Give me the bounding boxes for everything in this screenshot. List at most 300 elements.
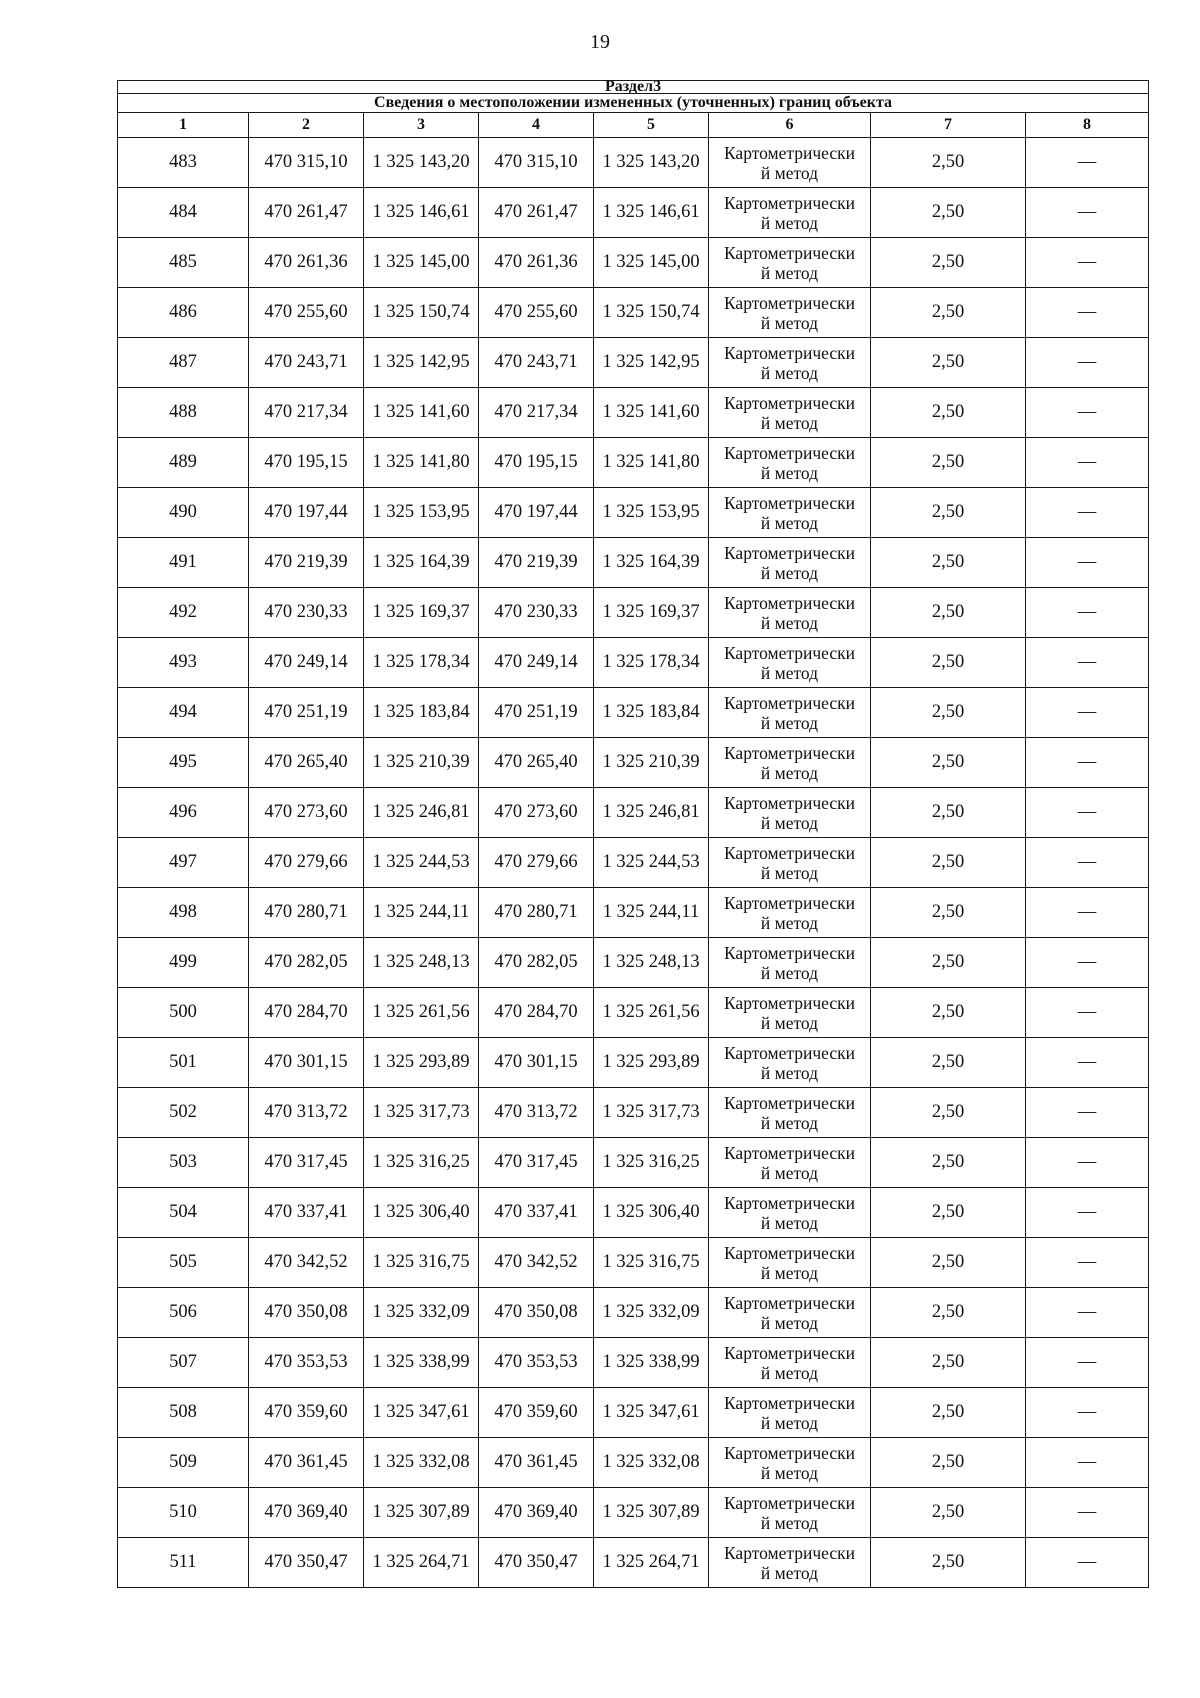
table-row	[118, 788, 1149, 838]
accuracy-cell: 2,50	[871, 588, 1026, 638]
method-line-1: Картометрически	[723, 1342, 856, 1363]
x-old-cell: 470 317,45	[249, 1138, 364, 1188]
y-old-cell: 1 325 261,56	[364, 988, 479, 1038]
method-cell	[709, 1538, 871, 1588]
method-cell	[709, 388, 871, 438]
x-old-cell: 470 243,71	[249, 338, 364, 388]
method-line-2: й метод	[760, 1562, 819, 1583]
note-cell: —	[1026, 838, 1149, 888]
x-new-cell: 470 284,70	[479, 988, 594, 1038]
method-line-1: Картометрически	[723, 1092, 856, 1113]
note-cell: —	[1026, 888, 1149, 938]
note-cell: —	[1026, 1088, 1149, 1138]
note-cell: —	[1026, 1338, 1149, 1388]
y-old-cell: 1 325 141,60	[364, 388, 479, 438]
method-line-2: й метод	[760, 912, 819, 933]
y-new-cell: 1 325 178,34	[594, 638, 709, 688]
x-new-cell: 470 197,44	[479, 488, 594, 538]
method-cell	[709, 288, 871, 338]
x-new-cell: 470 230,33	[479, 588, 594, 638]
note-cell: —	[1026, 388, 1149, 438]
accuracy-cell: 2,50	[871, 1338, 1026, 1388]
method-cell	[709, 1088, 871, 1138]
column-header: 1	[118, 113, 249, 138]
x-new-cell: 470 350,08	[479, 1288, 594, 1338]
y-old-cell: 1 325 317,73	[364, 1088, 479, 1138]
accuracy-cell: 2,50	[871, 788, 1026, 838]
method-line-1: Картометрически	[723, 842, 856, 863]
method-line-1: Картометрически	[723, 142, 856, 163]
note-cell: —	[1026, 1538, 1149, 1588]
accuracy-cell: 2,50	[871, 488, 1026, 538]
accuracy-cell: 2,50	[871, 288, 1026, 338]
method-line-1: Картометрически	[723, 392, 856, 413]
method-line-1: Картометрически	[723, 1442, 856, 1463]
x-new-cell: 470 313,72	[479, 1088, 594, 1138]
table-row	[118, 738, 1149, 788]
method-line-2: й метод	[760, 962, 819, 983]
point-number-cell: 505	[118, 1238, 249, 1288]
y-new-cell: 1 325 210,39	[594, 738, 709, 788]
x-old-cell: 470 261,36	[249, 238, 364, 288]
method-line-2: й метод	[760, 362, 819, 383]
method-line-2: й метод	[760, 562, 819, 583]
y-old-cell: 1 325 264,71	[364, 1538, 479, 1588]
note-cell: —	[1026, 1138, 1149, 1188]
method-cell	[709, 888, 871, 938]
x-old-cell: 470 353,53	[249, 1338, 364, 1388]
method-line-1: Картометрически	[723, 1292, 856, 1313]
method-line-2: й метод	[760, 462, 819, 483]
y-old-cell: 1 325 338,99	[364, 1338, 479, 1388]
table-row	[118, 138, 1149, 188]
point-number-cell: 489	[118, 438, 249, 488]
x-new-cell: 470 315,10	[479, 138, 594, 188]
x-new-cell: 470 353,53	[479, 1338, 594, 1388]
accuracy-cell: 2,50	[871, 138, 1026, 188]
table-row	[118, 1238, 1149, 1288]
method-line-2: й метод	[760, 1112, 819, 1133]
table-row	[118, 1338, 1149, 1388]
point-number-cell: 499	[118, 938, 249, 988]
x-old-cell: 470 337,41	[249, 1188, 364, 1238]
accuracy-cell: 2,50	[871, 1038, 1026, 1088]
method-cell	[709, 1038, 871, 1088]
y-new-cell: 1 325 316,75	[594, 1238, 709, 1288]
point-number-cell: 485	[118, 238, 249, 288]
method-line-1: Картометрически	[723, 492, 856, 513]
note-cell: —	[1026, 1288, 1149, 1338]
method-line-2: й метод	[760, 762, 819, 783]
y-old-cell: 1 325 210,39	[364, 738, 479, 788]
y-new-cell: 1 325 244,53	[594, 838, 709, 888]
accuracy-cell: 2,50	[871, 838, 1026, 888]
method-line-1: Картометрически	[723, 292, 856, 313]
method-cell	[709, 1338, 871, 1388]
y-new-cell: 1 325 261,56	[594, 988, 709, 1038]
x-old-cell: 470 195,15	[249, 438, 364, 488]
table-row	[118, 1138, 1149, 1188]
accuracy-cell: 2,50	[871, 1288, 1026, 1338]
note-cell: —	[1026, 638, 1149, 688]
method-cell	[709, 588, 871, 638]
x-new-cell: 470 359,60	[479, 1388, 594, 1438]
method-line-2: й метод	[760, 1512, 819, 1533]
table-row	[118, 688, 1149, 738]
x-old-cell: 470 369,40	[249, 1488, 364, 1538]
x-new-cell: 470 317,45	[479, 1138, 594, 1188]
method-line-2: й метод	[760, 1362, 819, 1383]
y-new-cell: 1 325 347,61	[594, 1388, 709, 1438]
column-header-row	[118, 113, 1149, 138]
accuracy-cell: 2,50	[871, 438, 1026, 488]
x-old-cell: 470 301,15	[249, 1038, 364, 1088]
accuracy-cell: 2,50	[871, 1138, 1026, 1188]
method-line-2: й метод	[760, 662, 819, 683]
method-line-1: Картометрически	[723, 1142, 856, 1163]
x-old-cell: 470 280,71	[249, 888, 364, 938]
method-cell	[709, 538, 871, 588]
method-line-1: Картометрически	[723, 1542, 856, 1563]
point-number-cell: 504	[118, 1188, 249, 1238]
method-line-1: Картометрически	[723, 742, 856, 763]
method-cell	[709, 988, 871, 1038]
x-old-cell: 470 284,70	[249, 988, 364, 1038]
y-old-cell: 1 325 244,11	[364, 888, 479, 938]
method-line-2: й метод	[760, 162, 819, 183]
point-number-cell: 498	[118, 888, 249, 938]
method-line-1: Картометрически	[723, 1042, 856, 1063]
column-header: 6	[709, 113, 871, 138]
x-new-cell: 470 195,15	[479, 438, 594, 488]
note-cell: —	[1026, 288, 1149, 338]
note-cell: —	[1026, 488, 1149, 538]
y-old-cell: 1 325 332,09	[364, 1288, 479, 1338]
point-number-cell: 492	[118, 588, 249, 638]
x-new-cell: 470 265,40	[479, 738, 594, 788]
note-cell: —	[1026, 588, 1149, 638]
accuracy-cell: 2,50	[871, 738, 1026, 788]
note-cell: —	[1026, 1438, 1149, 1488]
y-old-cell: 1 325 332,08	[364, 1438, 479, 1488]
table-row	[118, 1538, 1149, 1588]
x-new-cell: 470 280,71	[479, 888, 594, 938]
y-new-cell: 1 325 307,89	[594, 1488, 709, 1538]
point-number-cell: 511	[118, 1538, 249, 1588]
y-old-cell: 1 325 146,61	[364, 188, 479, 238]
note-cell: —	[1026, 188, 1149, 238]
y-old-cell: 1 325 293,89	[364, 1038, 479, 1088]
method-line-1: Картометрически	[723, 992, 856, 1013]
point-number-cell: 486	[118, 288, 249, 338]
method-line-2: й метод	[760, 1212, 819, 1233]
method-cell	[709, 188, 871, 238]
table-row	[118, 1038, 1149, 1088]
column-header: 8	[1026, 113, 1149, 138]
accuracy-cell: 2,50	[871, 1488, 1026, 1538]
y-old-cell: 1 325 142,95	[364, 338, 479, 388]
x-old-cell: 470 217,34	[249, 388, 364, 438]
accuracy-cell: 2,50	[871, 888, 1026, 938]
point-number-cell: 503	[118, 1138, 249, 1188]
table-row	[118, 488, 1149, 538]
method-line-1: Картометрически	[723, 192, 856, 213]
y-new-cell: 1 325 169,37	[594, 588, 709, 638]
table-row	[118, 438, 1149, 488]
y-old-cell: 1 325 307,89	[364, 1488, 479, 1538]
y-old-cell: 1 325 316,25	[364, 1138, 479, 1188]
accuracy-cell: 2,50	[871, 1388, 1026, 1438]
y-new-cell: 1 325 306,40	[594, 1188, 709, 1238]
point-number-cell: 483	[118, 138, 249, 188]
method-line-2: й метод	[760, 812, 819, 833]
y-new-cell: 1 325 293,89	[594, 1038, 709, 1088]
x-new-cell: 470 282,05	[479, 938, 594, 988]
y-new-cell: 1 325 145,00	[594, 238, 709, 288]
method-line-2: й метод	[760, 1412, 819, 1433]
column-header: 5	[594, 113, 709, 138]
note-cell: —	[1026, 688, 1149, 738]
x-new-cell: 470 301,15	[479, 1038, 594, 1088]
table-row	[118, 1088, 1149, 1138]
x-old-cell: 470 273,60	[249, 788, 364, 838]
y-old-cell: 1 325 183,84	[364, 688, 479, 738]
method-line-2: й метод	[760, 862, 819, 883]
method-cell	[709, 1488, 871, 1538]
method-line-2: й метод	[760, 412, 819, 433]
y-new-cell: 1 325 244,11	[594, 888, 709, 938]
point-number-cell: 501	[118, 1038, 249, 1088]
accuracy-cell: 2,50	[871, 538, 1026, 588]
y-new-cell: 1 325 141,80	[594, 438, 709, 488]
y-old-cell: 1 325 306,40	[364, 1188, 479, 1238]
point-number-cell: 491	[118, 538, 249, 588]
table-row	[118, 288, 1149, 338]
accuracy-cell: 2,50	[871, 338, 1026, 388]
accuracy-cell: 2,50	[871, 638, 1026, 688]
table-row	[118, 1488, 1149, 1538]
method-line-2: й метод	[760, 1312, 819, 1333]
y-new-cell: 1 325 264,71	[594, 1538, 709, 1588]
table-row	[118, 1388, 1149, 1438]
accuracy-cell: 2,50	[871, 238, 1026, 288]
y-new-cell: 1 325 316,25	[594, 1138, 709, 1188]
method-cell	[709, 638, 871, 688]
table-row	[118, 1438, 1149, 1488]
page-number: 19	[590, 31, 610, 53]
table-row	[118, 938, 1149, 988]
point-number-cell: 502	[118, 1088, 249, 1138]
point-number-cell: 509	[118, 1438, 249, 1488]
y-old-cell: 1 325 143,20	[364, 138, 479, 188]
table-row	[118, 1288, 1149, 1338]
method-line-2: й метод	[760, 1462, 819, 1483]
x-old-cell: 470 315,10	[249, 138, 364, 188]
x-new-cell: 470 251,19	[479, 688, 594, 738]
x-new-cell: 470 255,60	[479, 288, 594, 338]
y-new-cell: 1 325 248,13	[594, 938, 709, 988]
x-new-cell: 470 361,45	[479, 1438, 594, 1488]
x-old-cell: 470 350,47	[249, 1538, 364, 1588]
point-number-cell: 510	[118, 1488, 249, 1538]
method-cell	[709, 688, 871, 738]
point-number-cell: 488	[118, 388, 249, 438]
method-cell	[709, 938, 871, 988]
x-new-cell: 470 261,36	[479, 238, 594, 288]
y-old-cell: 1 325 169,37	[364, 588, 479, 638]
point-number-cell: 507	[118, 1338, 249, 1388]
method-line-1: Картометрически	[723, 542, 856, 563]
note-cell: —	[1026, 988, 1149, 1038]
x-old-cell: 470 361,45	[249, 1438, 364, 1488]
note-cell: —	[1026, 238, 1149, 288]
method-line-1: Картометрически	[723, 242, 856, 263]
x-old-cell: 470 342,52	[249, 1238, 364, 1288]
table-row	[118, 588, 1149, 638]
y-old-cell: 1 325 248,13	[364, 938, 479, 988]
y-old-cell: 1 325 141,80	[364, 438, 479, 488]
column-header: 3	[364, 113, 479, 138]
accuracy-cell: 2,50	[871, 688, 1026, 738]
y-new-cell: 1 325 338,99	[594, 1338, 709, 1388]
table-row	[118, 538, 1149, 588]
note-cell: —	[1026, 338, 1149, 388]
method-line-2: й метод	[760, 312, 819, 333]
y-new-cell: 1 325 317,73	[594, 1088, 709, 1138]
section-label: Раздел3	[118, 81, 1149, 94]
y-old-cell: 1 325 164,39	[364, 538, 479, 588]
y-new-cell: 1 325 143,20	[594, 138, 709, 188]
accuracy-cell: 2,50	[871, 388, 1026, 438]
point-number-cell: 496	[118, 788, 249, 838]
y-new-cell: 1 325 146,61	[594, 188, 709, 238]
table-row	[118, 988, 1149, 1038]
method-line-2: й метод	[760, 712, 819, 733]
note-cell: —	[1026, 788, 1149, 838]
note-cell: —	[1026, 1238, 1149, 1288]
x-old-cell: 470 359,60	[249, 1388, 364, 1438]
point-number-cell: 487	[118, 338, 249, 388]
y-new-cell: 1 325 246,81	[594, 788, 709, 838]
x-old-cell: 470 261,47	[249, 188, 364, 238]
method-line-2: й метод	[760, 1062, 819, 1083]
method-cell	[709, 1388, 871, 1438]
method-cell	[709, 338, 871, 388]
method-line-1: Картометрически	[723, 442, 856, 463]
x-new-cell: 470 249,14	[479, 638, 594, 688]
x-new-cell: 470 350,47	[479, 1538, 594, 1588]
method-line-2: й метод	[760, 612, 819, 633]
x-new-cell: 470 243,71	[479, 338, 594, 388]
point-number-cell: 494	[118, 688, 249, 738]
point-number-cell: 495	[118, 738, 249, 788]
method-cell	[709, 788, 871, 838]
boundary-table	[117, 80, 1149, 1588]
x-new-cell: 470 369,40	[479, 1488, 594, 1538]
x-new-cell: 470 273,60	[479, 788, 594, 838]
method-line-2: й метод	[760, 1262, 819, 1283]
y-old-cell: 1 325 244,53	[364, 838, 479, 888]
x-new-cell: 470 342,52	[479, 1238, 594, 1288]
x-old-cell: 470 350,08	[249, 1288, 364, 1338]
method-line-1: Картометрически	[723, 792, 856, 813]
method-line-2: й метод	[760, 512, 819, 533]
point-number-cell: 490	[118, 488, 249, 538]
y-old-cell: 1 325 246,81	[364, 788, 479, 838]
column-header: 7	[871, 113, 1026, 138]
table-row	[118, 1188, 1149, 1238]
note-cell: —	[1026, 138, 1149, 188]
accuracy-cell: 2,50	[871, 938, 1026, 988]
column-header: 2	[249, 113, 364, 138]
y-new-cell: 1 325 183,84	[594, 688, 709, 738]
note-cell: —	[1026, 938, 1149, 988]
method-line-2: й метод	[760, 212, 819, 233]
y-old-cell: 1 325 153,95	[364, 488, 479, 538]
x-old-cell: 470 230,33	[249, 588, 364, 638]
accuracy-cell: 2,50	[871, 1438, 1026, 1488]
x-new-cell: 470 279,66	[479, 838, 594, 888]
column-header: 4	[479, 113, 594, 138]
method-cell	[709, 1138, 871, 1188]
x-new-cell: 470 219,39	[479, 538, 594, 588]
point-number-cell: 508	[118, 1388, 249, 1438]
note-cell: —	[1026, 1038, 1149, 1088]
y-new-cell: 1 325 150,74	[594, 288, 709, 338]
method-line-1: Картометрически	[723, 1492, 856, 1513]
x-old-cell: 470 282,05	[249, 938, 364, 988]
table-row	[118, 188, 1149, 238]
table-row	[118, 838, 1149, 888]
x-old-cell: 470 265,40	[249, 738, 364, 788]
note-cell: —	[1026, 1488, 1149, 1538]
note-cell: —	[1026, 438, 1149, 488]
accuracy-cell: 2,50	[871, 188, 1026, 238]
method-cell	[709, 138, 871, 188]
y-new-cell: 1 325 141,60	[594, 388, 709, 438]
method-cell	[709, 438, 871, 488]
method-line-2: й метод	[760, 1162, 819, 1183]
table-body	[118, 138, 1149, 1588]
accuracy-cell: 2,50	[871, 988, 1026, 1038]
y-new-cell: 1 325 153,95	[594, 488, 709, 538]
accuracy-cell: 2,50	[871, 1088, 1026, 1138]
table-row	[118, 888, 1149, 938]
method-line-1: Картометрически	[723, 942, 856, 963]
method-line-1: Картометрически	[723, 1392, 856, 1413]
y-old-cell: 1 325 145,00	[364, 238, 479, 288]
method-line-2: й метод	[760, 1012, 819, 1033]
accuracy-cell: 2,50	[871, 1238, 1026, 1288]
accuracy-cell: 2,50	[871, 1538, 1026, 1588]
x-new-cell: 470 261,47	[479, 188, 594, 238]
x-old-cell: 470 255,60	[249, 288, 364, 338]
x-old-cell: 470 279,66	[249, 838, 364, 888]
method-cell	[709, 838, 871, 888]
x-new-cell: 470 337,41	[479, 1188, 594, 1238]
table-title: Сведения о местоположении измененных (уточненных) границ объекта	[118, 94, 1149, 113]
method-cell	[709, 1188, 871, 1238]
y-new-cell: 1 325 142,95	[594, 338, 709, 388]
x-old-cell: 470 313,72	[249, 1088, 364, 1138]
x-new-cell: 470 217,34	[479, 388, 594, 438]
method-line-1: Картометрически	[723, 592, 856, 613]
point-number-cell: 506	[118, 1288, 249, 1338]
table-row	[118, 388, 1149, 438]
x-old-cell: 470 219,39	[249, 538, 364, 588]
method-line-1: Картометрически	[723, 342, 856, 363]
point-number-cell: 493	[118, 638, 249, 688]
